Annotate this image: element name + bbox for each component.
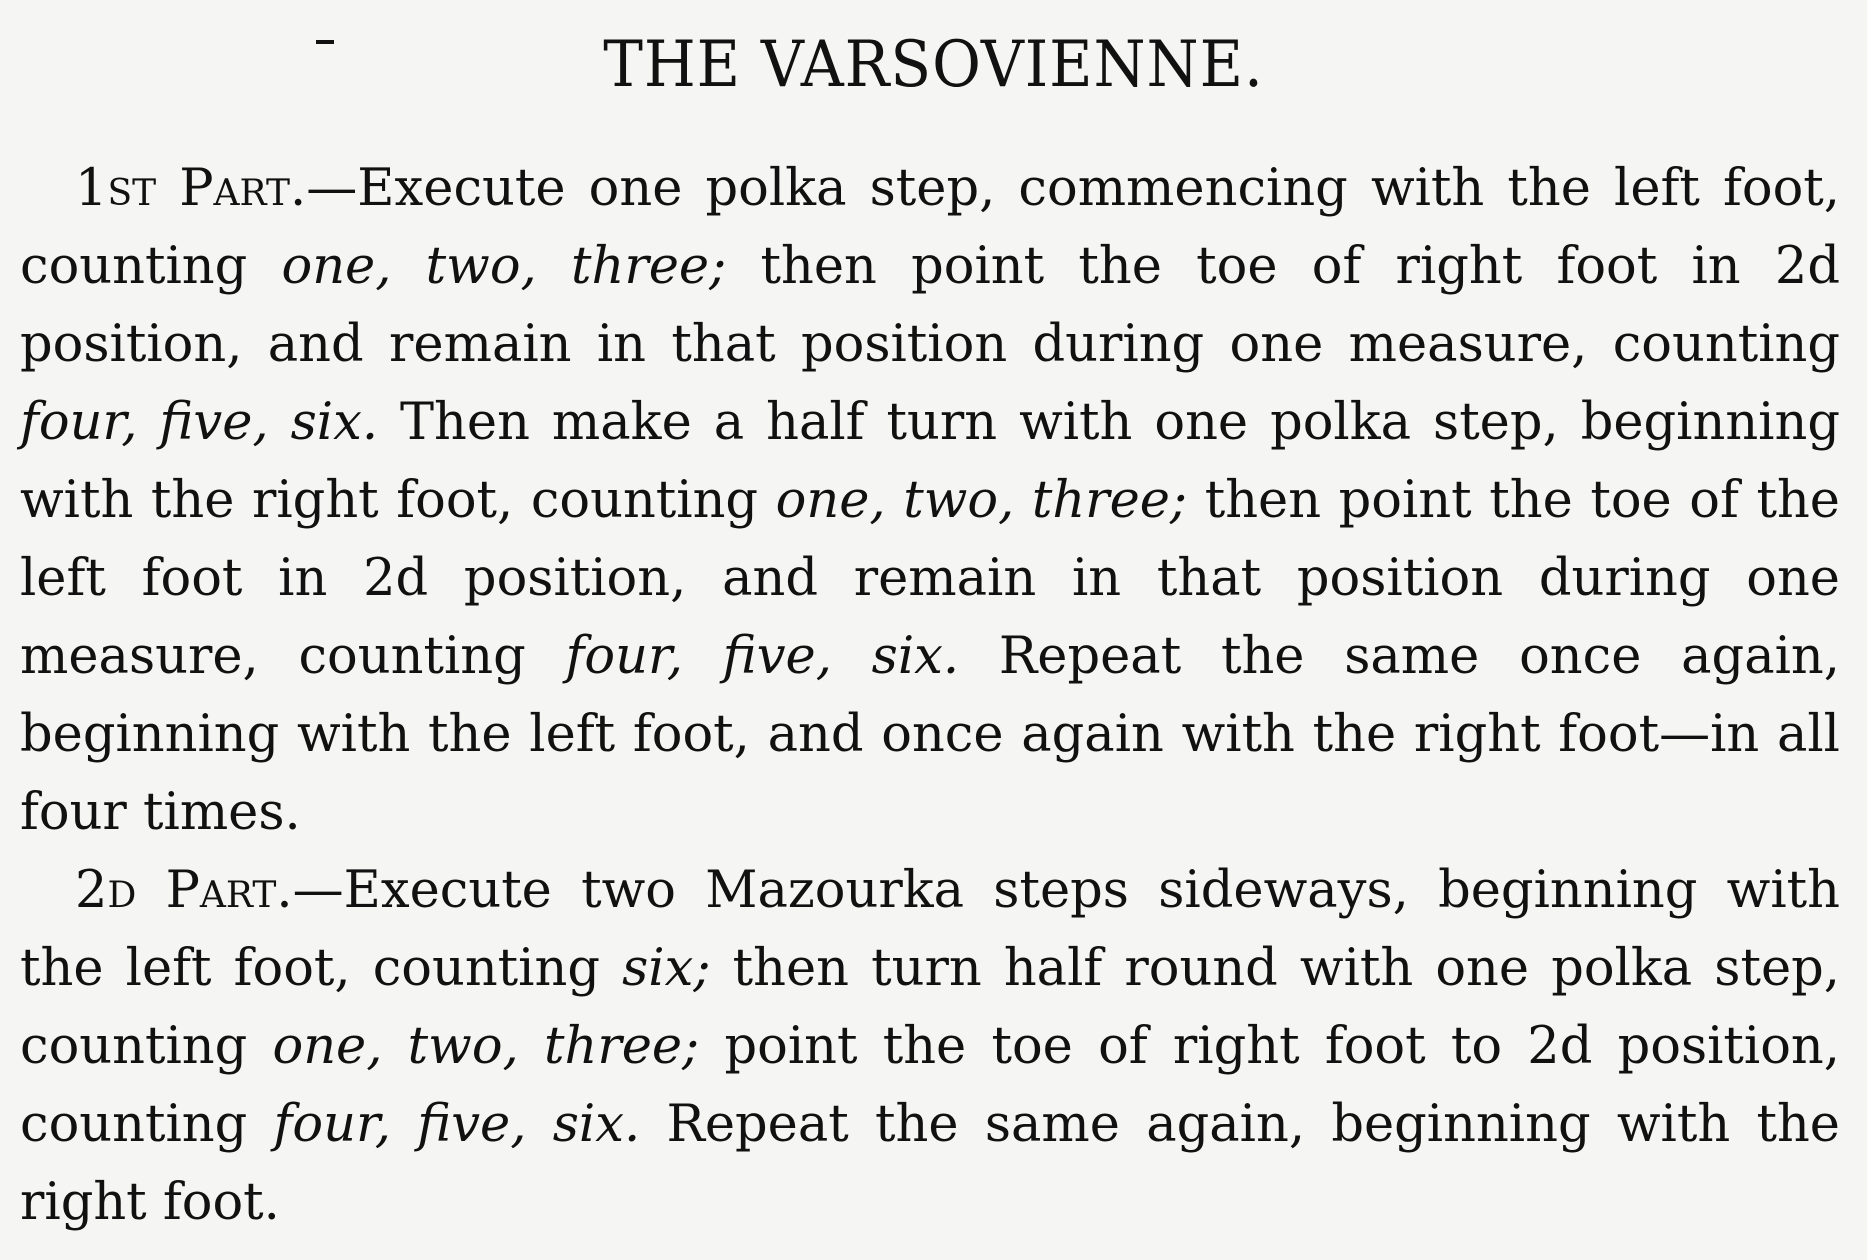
part-1-seg-7: four, five, six. [565, 627, 960, 686]
part-1-heading: 1st Part. [75, 159, 307, 218]
part-2-heading: 2d Part. [75, 861, 293, 920]
part-1-seg-0: —Execute one polka step, commencing with the left foot, counting [20, 159, 1840, 296]
part-1-seg-2: then point the toe of right foot in 2d position, and remain in that position during one measure, counting [20, 237, 1840, 374]
part-1-seg-1: one, two, three; [281, 237, 727, 296]
part-1-seg-6: then point the toe of the left foot in 2d position, and remain in that position during one measure, counting [20, 471, 1840, 686]
page-title: THE VARSOVIENNE. [603, 28, 1264, 102]
part-2-seg-2: then turn half round with one polka step, counting [20, 939, 1840, 1076]
part-2-paragraph [20, 852, 1840, 1242]
part-1-paragraph [20, 150, 1840, 852]
body-text [20, 150, 1840, 1242]
part-2-seg-3: one, two, three; [272, 1017, 700, 1076]
part-2-seg-6: Repeat the same again, beginning with the right foot. [20, 1095, 1840, 1232]
part-2-seg-4: point the toe of right foot to 2d position, counting [20, 1017, 1840, 1154]
part-2-seg-1: six; [622, 939, 711, 998]
part-1-seg-5: one, two, three; [775, 471, 1188, 530]
part-1-seg-4: Then make a half turn with one polka step, beginning with the right foot, counting [20, 393, 1840, 530]
part-2-seg-5: four, five, six. [273, 1095, 641, 1154]
part-1-seg-8: Repeat the same once again, beginning with the left foot, and once again with the right foot—in all four times. [20, 627, 1840, 842]
part-1-seg-3: four, five, six. [20, 393, 379, 452]
part-2-seg-0: —Execute two Mazourka steps sideways, beginning with the left foot, counting [20, 861, 1840, 998]
